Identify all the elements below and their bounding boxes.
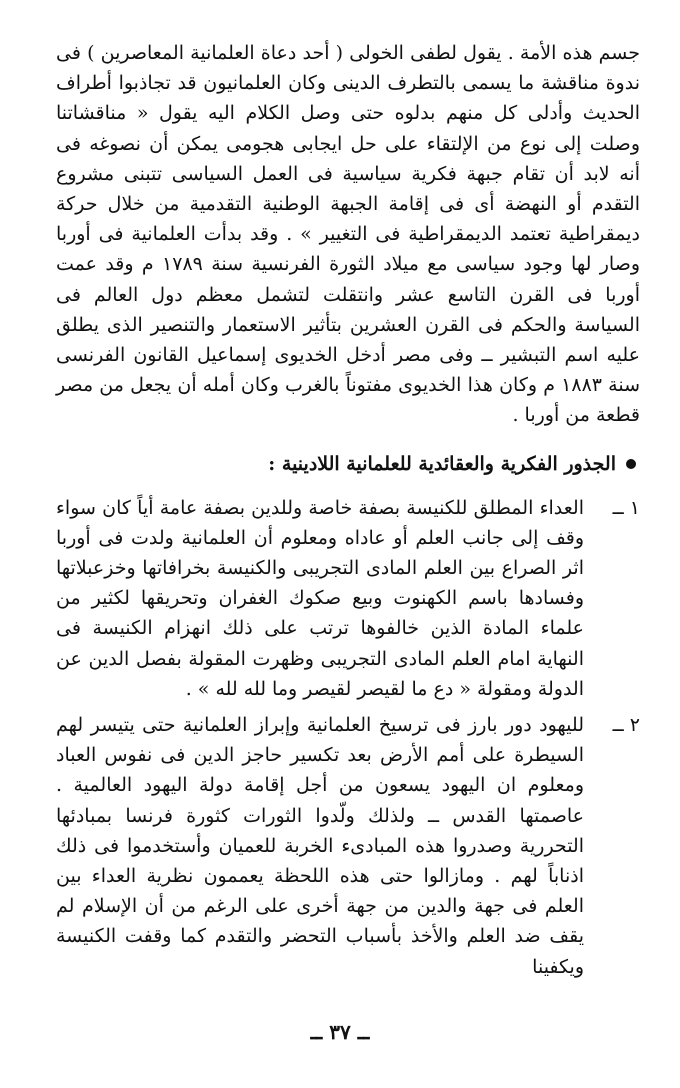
list-item [56,493,640,704]
page-number: ــ ٣٧ ــ [310,1020,370,1044]
bullet-icon [626,459,636,469]
list-item-number: ١ ــ [612,496,640,519]
list-item-number: ٢ ــ [612,714,640,737]
list-item [56,710,640,982]
section-heading [56,449,640,479]
list-item-text: العداء المطلق للكنيسة بصفة خاصة وللدين بصفة عامة أياً كان سواء وقف إلى جانب العلم أو عاداه ومعلوم أن العلمانية ولدت فى أوربا اثر الصراع بين العلم المادى التجريبى والكنيسة بخرافاتها وخزعبلاتها وفسادها باسم الكهنوت وبيع صكوك الغفران وتحريقها لكثير من علماء المادة الذين خالفوها ترتب على ذلك انهزام الكنيسة فى النهاية امام العلم المادى التجريبى وظهرت المقولة بفصل الدين عن الدولة ومقولة « دع ما لقيصر لقيصر وما لله لله » . [56,496,584,700]
list-item-text: لليهود دور بارز فى ترسيخ العلمانية وإبراز العلمانية حتى يتيسر لهم السيطرة على أمم الأرض بعد تكسير حاجز الدين فى نفوس العباد ومعلوم ان اليهود يسعون من أجل إقامة دولة اليهود العالمية . عاصمتها القدس ــ ولذلك ولّدوا الثورات كثورة فرنسا بمبادئها التحررية وصدروا هذه المبادىء الخربة للعميان وأستخدموا فى ذلك اذناباً لهم . ومازالوا حتى هذه اللحظة يعممون نظرية العداء بين العلم فى جهة والدين من جهة أخرى على الرغم من أن الإسلام لم يقف ضد العلم والأخذ بأسباب التحضر والتقدم كما وقفت الكنيسة ويكفينا [56,714,584,978]
section-heading-text: الجذور الفكرية والعقائدية للعلمانية اللادينية : [268,452,616,475]
book-page [56,38,640,1038]
body-paragraph: جسم هذه الأمة . يقول لطفى الخولى ( أحد دعاة العلمانية المعاصرين ) فى ندوة مناقشة ما يسمى بالتطرف الدينى وكان العلمانيون قد تجاذبوا أطراف الحديث وأدلى كل منهم بدلوه حتى وصل الكلام اليه يقول « مناقشاتنا وصلت إلى نوع من الإلتقاء على حل ايجابى هجومى يمكن أن نصوغه فى أنه لابد أن تقام جبهة فكرية سياسية فى العمل السياسى تتبنى مشروع التقدم أو النهضة أى فى إقامة الجبهة الوطنية التقدمية من خلال حركة ديمقراطية تعتمد الديمقراطية فى التغيير » . وقد بدأت العلمانية فى أوربا وصار لها وجود سياسى مع ميلاد الثورة الفرنسية سنة ١٧٨٩ م وقد عمت أوربا فى القرن التاسع عشر وانتقلت لتشمل معظم دول العالم فى السياسة والحكم فى القرن العشرين بتأثير الاستعمار والتنصير الذى يطلق عليه اسم التبشير ــ وفى مصر أدخل الخديوى إسماعيل القانون الفرنسى سنة ١٨٨٣ م وكان هذا الخديوى مفتوناً بالغرب وكان أمله أن يجعل من مصر قطعة من أوربا . [56,42,641,427]
